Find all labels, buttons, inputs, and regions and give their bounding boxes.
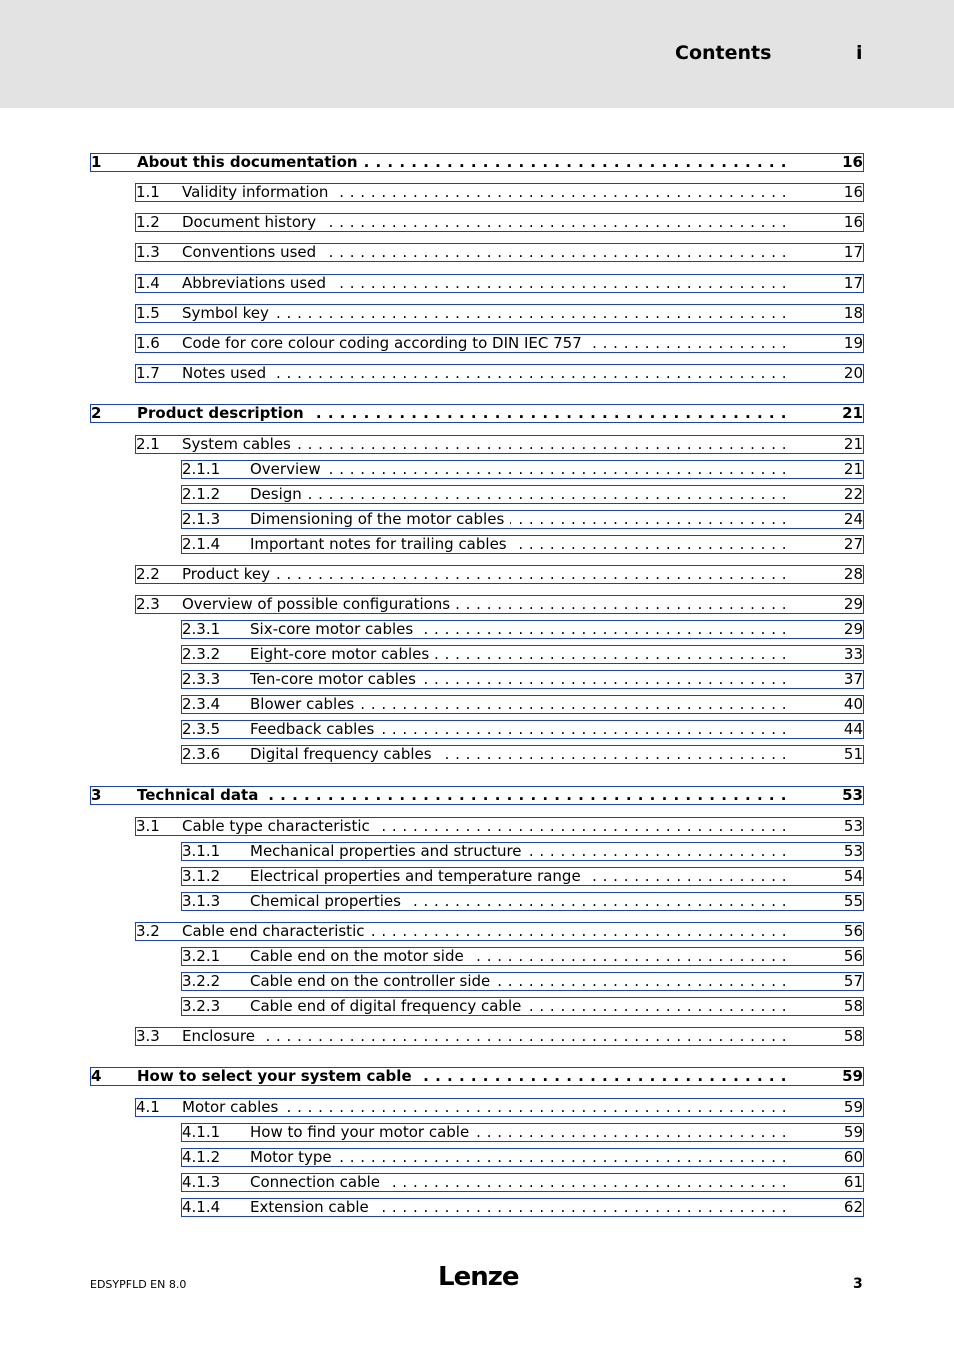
toc-entry-number: 3.1.2	[182, 867, 221, 885]
toc-entry-number: 2.3	[136, 595, 160, 613]
toc-entry-number: 1.3	[136, 243, 160, 261]
toc-entry-title: Code for core colour coding according to DIN IEC 757	[182, 335, 588, 352]
toc-entry-page: 61	[843, 1173, 863, 1191]
toc-entry-title: Feedback cables	[250, 721, 380, 738]
toc-entry-title: Validity information	[182, 184, 334, 201]
toc-entry[interactable]	[181, 1173, 864, 1192]
toc-entry[interactable]	[181, 947, 864, 966]
toc-entry[interactable]	[181, 510, 864, 529]
toc-entry-page: 40	[843, 695, 863, 713]
toc-entry-page: 59	[842, 1067, 863, 1085]
toc-entry-number: 3.1	[136, 817, 160, 835]
toc-entry-page: 59	[843, 1098, 863, 1116]
document-code: EDSYPFLD EN 8.0	[90, 1278, 187, 1291]
toc-entry-title: Eight-core motor cables	[250, 646, 435, 663]
toc-entry-title: Electrical properties and temperature range	[250, 868, 587, 885]
toc-entry-number: 2.1	[136, 435, 160, 453]
toc-entry-title: Blower cables	[250, 696, 360, 713]
toc-entry[interactable]	[135, 243, 864, 262]
toc-entry-number: 1.1	[136, 183, 160, 201]
toc-entry[interactable]	[181, 867, 864, 886]
toc-entry-title: Motor type	[250, 1149, 338, 1166]
toc-entry-page: 21	[842, 404, 863, 422]
toc-entry-page: 56	[843, 947, 863, 965]
toc-entry[interactable]	[135, 213, 864, 232]
toc-entry-title: Motor cables	[182, 1099, 284, 1116]
toc-entry-title: Abbreviations used	[182, 275, 332, 292]
toc-entry[interactable]	[90, 153, 864, 172]
toc-entry-page: 53	[843, 817, 863, 835]
toc-entry-title: Symbol key	[182, 305, 275, 322]
toc-entry-number: 3.2	[136, 922, 160, 940]
toc-entry-number: 2.3.6	[182, 745, 221, 763]
toc-entry-page: 21	[843, 435, 863, 453]
toc-entry-page: 53	[842, 786, 863, 804]
toc-entry-page: 57	[843, 972, 863, 990]
toc-entry-number: 3.3	[136, 1027, 160, 1045]
toc-entry-number: 2.3.2	[182, 645, 221, 663]
toc-entry-number: 3.1.3	[182, 892, 221, 910]
toc-entry-title: Cable type characteristic	[182, 818, 376, 835]
toc-entry-title: Cable end of digital frequency cable	[250, 998, 527, 1015]
toc-entry[interactable]	[181, 842, 864, 861]
toc-entry[interactable]	[135, 274, 864, 293]
toc-entry-page: 27	[843, 535, 863, 553]
toc-entry-title: Dimensioning of the motor cables	[250, 511, 510, 528]
toc-entry-title: Chemical properties	[250, 893, 407, 910]
toc-entry-number: 4.1.3	[182, 1173, 221, 1191]
toc-entry[interactable]	[181, 1123, 864, 1142]
toc-entry[interactable]	[135, 364, 864, 383]
toc-entry[interactable]	[181, 695, 864, 714]
toc-entry-page: 16	[842, 153, 863, 171]
toc-entry[interactable]	[181, 620, 864, 639]
toc-entry-page: 58	[843, 997, 863, 1015]
toc-entry[interactable]	[135, 565, 864, 584]
toc-entry-page: 37	[843, 670, 863, 688]
toc-entry-page: 60	[843, 1148, 863, 1166]
toc-entry-title: Cable end on the motor side	[250, 948, 470, 965]
toc-entry-page: 19	[843, 334, 863, 352]
toc-entry-number: 2	[91, 404, 102, 422]
toc-entry[interactable]	[135, 435, 864, 454]
toc-entry[interactable]	[135, 1098, 864, 1117]
toc-entry[interactable]	[181, 535, 864, 554]
toc-entry-page: 51	[843, 745, 863, 763]
toc-entry-title: Connection cable	[250, 1174, 386, 1191]
toc-entry-title: Extension cable	[250, 1199, 375, 1216]
toc-entry-page: 28	[843, 565, 863, 583]
toc-entry-title: How to find your motor cable	[250, 1124, 475, 1141]
toc-entry-page: 18	[843, 304, 863, 322]
toc-entry-page: 20	[843, 364, 863, 382]
toc-entry-title: Mechanical properties and structure	[250, 843, 528, 860]
toc-entry-page: 22	[843, 485, 863, 503]
toc-entry[interactable]	[181, 892, 864, 911]
toc-entry[interactable]	[181, 645, 864, 664]
toc-entry-page: 62	[843, 1198, 863, 1216]
toc-entry-page: 55	[843, 892, 863, 910]
toc-entry-number: 1	[91, 153, 102, 171]
toc-entry-page: 16	[843, 183, 863, 201]
toc-entry[interactable]	[90, 404, 864, 423]
toc-entry-number: 3.2.2	[182, 972, 221, 990]
toc-entry-page: 21	[843, 460, 863, 478]
toc-entry-title: Six-core motor cables	[250, 621, 419, 638]
toc-entry[interactable]	[181, 1148, 864, 1167]
toc-entry-title: Product description	[137, 405, 310, 422]
toc-entry-page: 59	[843, 1123, 863, 1141]
toc-entry-number: 4.1	[136, 1098, 160, 1116]
toc-entry-number: 3	[91, 786, 102, 804]
toc-entry-title: Technical data	[137, 787, 264, 804]
toc-entry[interactable]	[90, 786, 864, 805]
toc-entry-title: Design	[250, 486, 308, 503]
toc-entry-page: 29	[843, 595, 863, 613]
toc-entry-number: 1.5	[136, 304, 160, 322]
toc-entry-number: 2.1.2	[182, 485, 221, 503]
toc-entry-number: 1.7	[136, 364, 160, 382]
toc-entry-number: 2.1.3	[182, 510, 221, 528]
toc-entry-number: 4.1.2	[182, 1148, 221, 1166]
header-title: Contents	[675, 42, 772, 64]
toc-entry-title: Overview	[250, 461, 327, 478]
toc-entry[interactable]	[181, 997, 864, 1016]
toc-entry-title: Cable end on the controller side	[250, 973, 496, 990]
toc-entry-number: 1.6	[136, 334, 160, 352]
toc-entry-number: 2.1.4	[182, 535, 221, 553]
toc-entry[interactable]	[90, 1067, 864, 1086]
toc-entry-title: How to select your system cable	[137, 1068, 418, 1085]
toc-entry[interactable]	[135, 1027, 864, 1046]
toc-entry[interactable]	[135, 595, 864, 614]
toc-entry-title: Overview of possible configurations	[182, 596, 456, 613]
toc-entry-page: 24	[843, 510, 863, 528]
toc-entry-number: 2.1.1	[182, 460, 221, 478]
toc-entry-title: Digital frequency cables	[250, 746, 438, 763]
toc-entry-number: 2.3.1	[182, 620, 221, 638]
toc-entry[interactable]	[135, 183, 864, 202]
toc-entry-number: 2.3.5	[182, 720, 221, 738]
toc-entry[interactable]	[135, 817, 864, 836]
toc-entry-number: 2.3.3	[182, 670, 221, 688]
toc-entry-page: 17	[843, 274, 863, 292]
toc-entry-page: 29	[843, 620, 863, 638]
toc-entry[interactable]	[181, 745, 864, 764]
toc-entry-page: 44	[843, 720, 863, 738]
toc-entry-title: Important notes for trailing cables	[250, 536, 513, 553]
toc-entry-number: 1.4	[136, 274, 160, 292]
toc-entry-page: 33	[843, 645, 863, 663]
toc-entry-title: Document history	[182, 214, 322, 231]
toc-entry-number: 2.2	[136, 565, 160, 583]
toc-entry-page: 56	[843, 922, 863, 940]
toc-entry-page: 58	[843, 1027, 863, 1045]
toc-entry[interactable]	[181, 670, 864, 689]
toc-entry-number: 2.3.4	[182, 695, 221, 713]
toc-entry[interactable]	[135, 304, 864, 323]
toc-entry-title: Notes used	[182, 365, 272, 382]
header-roman-numeral: i	[856, 42, 863, 64]
toc-entry-number: 3.2.3	[182, 997, 221, 1015]
toc-entry-title: Product key	[182, 566, 276, 583]
toc-entry[interactable]	[181, 485, 864, 504]
toc-entry-title: Enclosure	[182, 1028, 261, 1045]
toc-entry-number: 4.1.1	[182, 1123, 221, 1141]
toc-entry-title: Cable end characteristic	[182, 923, 370, 940]
page-number: 3	[853, 1276, 863, 1292]
lenze-logo: Lenze	[438, 1262, 519, 1292]
toc-entry-title: About this documentation	[137, 154, 364, 171]
page-header	[0, 0, 954, 108]
toc-entry[interactable]	[135, 922, 864, 941]
toc-entry-page: 16	[843, 213, 863, 231]
toc-entry-number: 3.1.1	[182, 842, 221, 860]
toc-entry-title: Ten-core motor cables	[250, 671, 422, 688]
toc-entry-number: 4.1.4	[182, 1198, 221, 1216]
toc-entry-number: 3.2.1	[182, 947, 221, 965]
toc-entry[interactable]	[181, 972, 864, 991]
toc-entry[interactable]	[181, 1198, 864, 1217]
toc-entry[interactable]	[135, 334, 864, 353]
toc-entry-page: 53	[843, 842, 863, 860]
toc-entry[interactable]	[181, 720, 864, 739]
toc-entry-title: System cables	[182, 436, 297, 453]
toc-entry-number: 1.2	[136, 213, 160, 231]
toc-entry[interactable]	[181, 460, 864, 479]
toc-entry-title: Conventions used	[182, 244, 322, 261]
toc-entry-page: 17	[843, 243, 863, 261]
toc-entry-page: 54	[843, 867, 863, 885]
toc-entry-number: 4	[91, 1067, 102, 1085]
